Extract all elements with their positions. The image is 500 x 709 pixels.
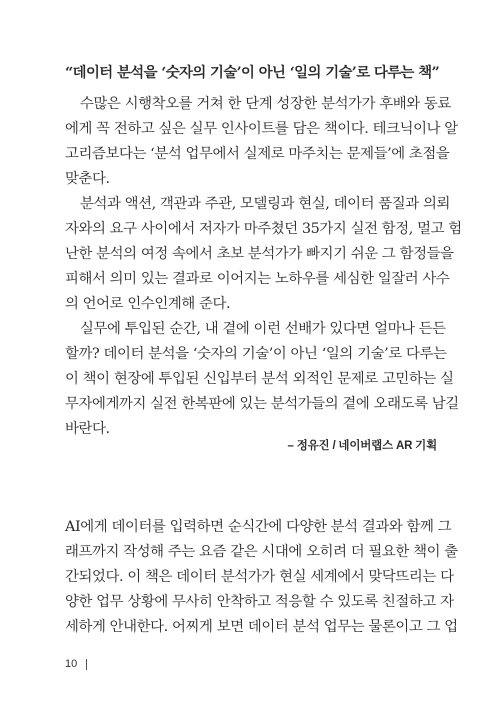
paragraph-3-line-3: 이 책이 현장에 투입된 신입부터 분석 외적인 문제로 고민하는 실 (65, 371, 454, 387)
review-attribution: – 정유진 / 네이버랩스 AR 기획 (287, 440, 437, 452)
paragraph-3-line-5: 바란다. (65, 421, 110, 437)
paragraph-2-line-1: 분석과 액션, 객관과 주관, 모델링과 현실, 데이터 품질과 의뢰 (80, 196, 450, 212)
body-line-3: 간되었다. 이 책은 데이터 분석가가 현실 세계에서 맞닥뜨리는 다 (65, 569, 454, 585)
paragraph-1-line-3: 고리즘보다는 ‘분석 업무에서 실제로 마주치는 문제들’에 초점을 (65, 146, 450, 162)
page-number-divider (86, 659, 87, 670)
page-number: 10 (65, 658, 78, 670)
paragraph-2-line-4: 피해서 의미 있는 결과로 이어지는 노하우를 세심한 일잘러 사수 (65, 271, 450, 287)
body-line-1: AI에게 데이터를 입력하면 순식간에 다양한 분석 결과와 함께 그 (65, 519, 452, 535)
paragraph-2-line-3: 난한 분석의 여정 속에서 초보 분석가가 빠지기 쉬운 그 함정들을 (65, 246, 454, 262)
paragraph-3-line-2: 할까? 데이터 분석을 ‘숫자의 기술’이 아닌 ‘일의 기술’로 다루는 (65, 346, 447, 362)
quote-heading: “데이터 분석을 ‘숫자의 기술’이 아닌 ‘일의 기술’로 다루는 책” (65, 64, 440, 81)
paragraph-1-line-1: 수많은 시행착오를 거쳐 한 단계 성장한 분석가가 후배와 동료 (80, 96, 451, 112)
paragraph-3-line-4: 무자에게까지 실전 한복판에 있는 분석가들의 곁에 오래도록 남길 (65, 396, 459, 412)
paragraph-1-line-2: 에게 꼭 전하고 싶은 실무 인사이트를 담은 책이다. 테크닉이나 알 (65, 121, 458, 137)
body-line-2: 래프까지 작성해 주는 요즘 같은 시대에 오히려 더 필요한 책이 출 (65, 544, 458, 560)
body-line-4: 양한 업무 상황에 무사히 안착하고 적응할 수 있도록 친절하고 자 (65, 594, 454, 610)
paragraph-2-line-2: 자와의 요구 사이에서 저자가 마주쳤던 35가지 실전 함정, 멀고 험 (65, 221, 462, 237)
body-line-5: 세하게 안내한다. 어찌게 보면 데이터 분석 업무는 물론이고 그 업 (65, 619, 458, 635)
paragraph-1-line-4: 맞춘다. (65, 171, 110, 187)
paragraph-3-line-1: 실무에 투입된 순간, 내 곁에 이런 선배가 있다면 얼마나 든든 (80, 321, 446, 337)
paragraph-2-line-5: 의 언어로 인수인계해 준다. (65, 296, 231, 312)
